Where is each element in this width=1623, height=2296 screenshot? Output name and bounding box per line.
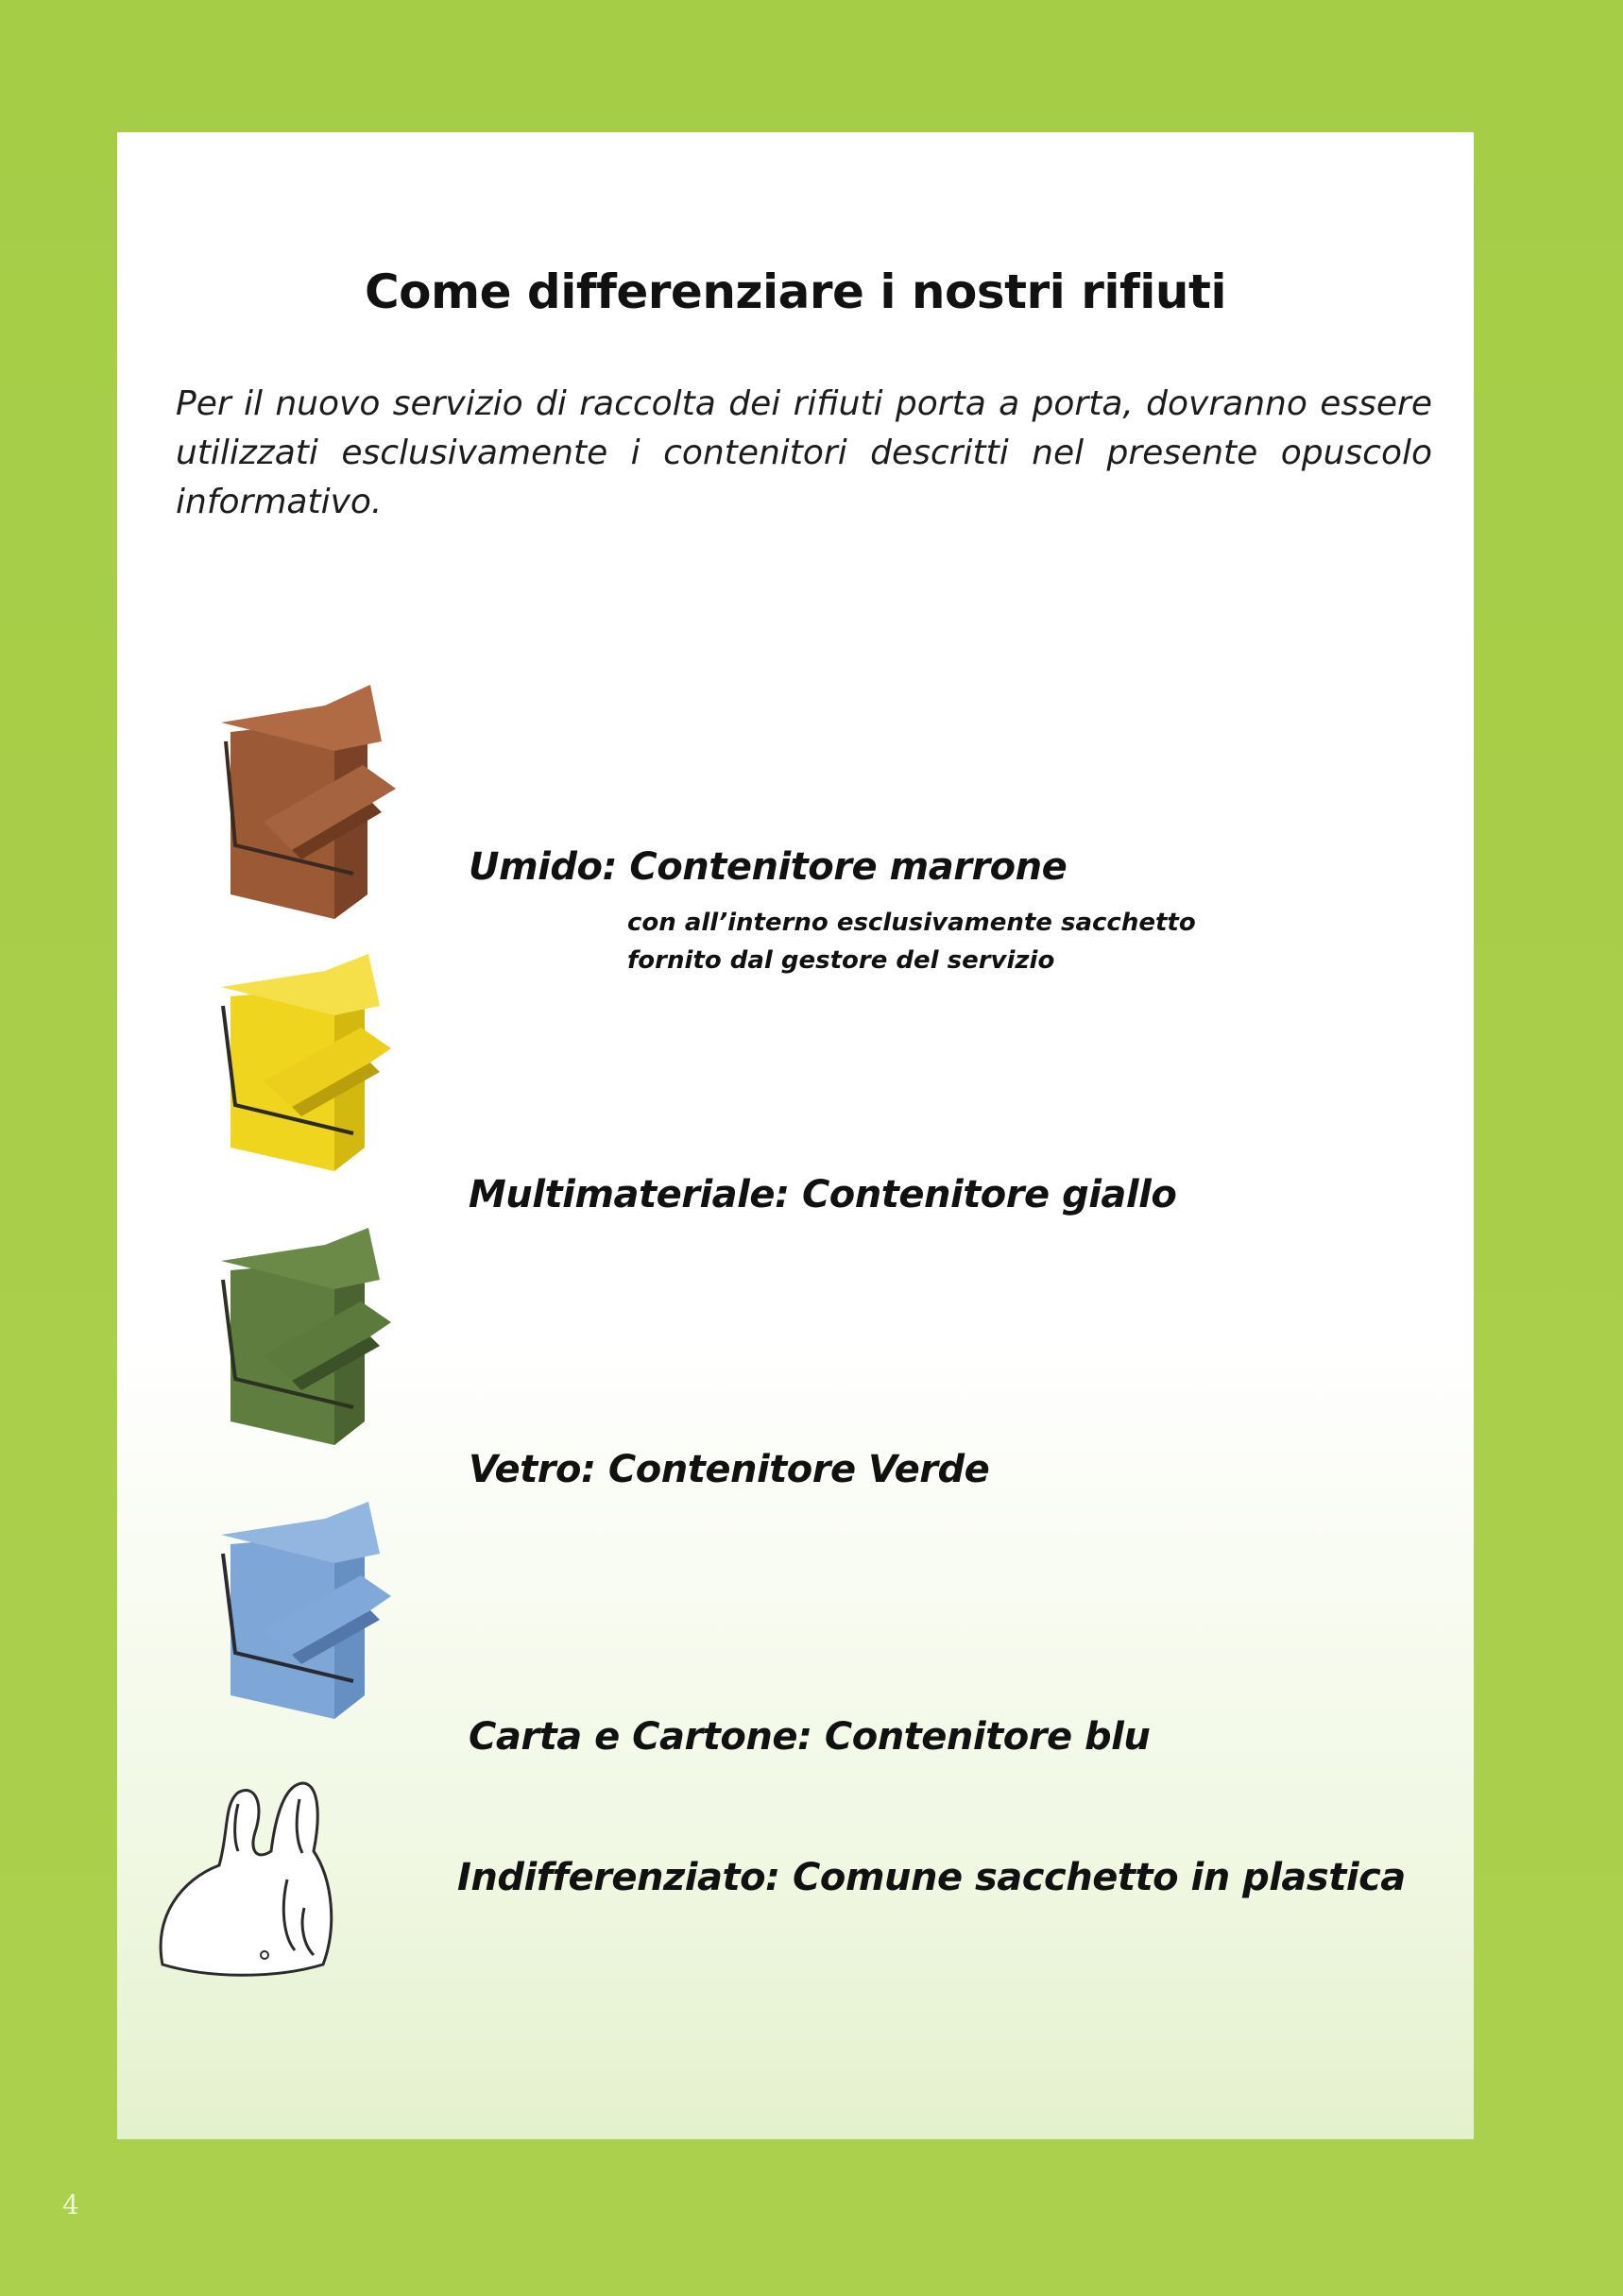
page-number: 4 (62, 2189, 79, 2220)
item-note-line1: con all’interno esclusivamente sacchetto (627, 909, 1196, 937)
brown-bin-icon (193, 685, 419, 926)
item-label-vetro: Vetro: Contenitore Verde (469, 1448, 990, 1491)
item-label-umido: Umido: Contenitore marrone (469, 845, 1068, 889)
content-panel (117, 132, 1474, 2139)
item-label-carta: Carta e Cartone: Contenitore blu (469, 1715, 1151, 1759)
item-label-indifferenziato: Indifferenziato: Comune sacchetto in plastica (457, 1856, 1406, 1899)
item-label-multimateriale: Multimateriale: Contenitore giallo (469, 1173, 1177, 1216)
intro-paragraph: Per il nuovo servizio di raccolta dei rifiuti porta a porta, dovranno essere utilizzati esclusivamente i contenitori descritti nel presente opuscolo informativo. (176, 384, 1432, 521)
green-bin-icon (193, 1228, 419, 1450)
plastic-bag-icon (144, 1776, 361, 1983)
page-title: Come differenziare i nostri rifiuti (364, 264, 1227, 319)
item-note-line2: fornito dal gestore del servizio (627, 946, 1055, 975)
yellow-bin-icon (193, 954, 419, 1176)
blue-bin-icon (193, 1502, 419, 1724)
